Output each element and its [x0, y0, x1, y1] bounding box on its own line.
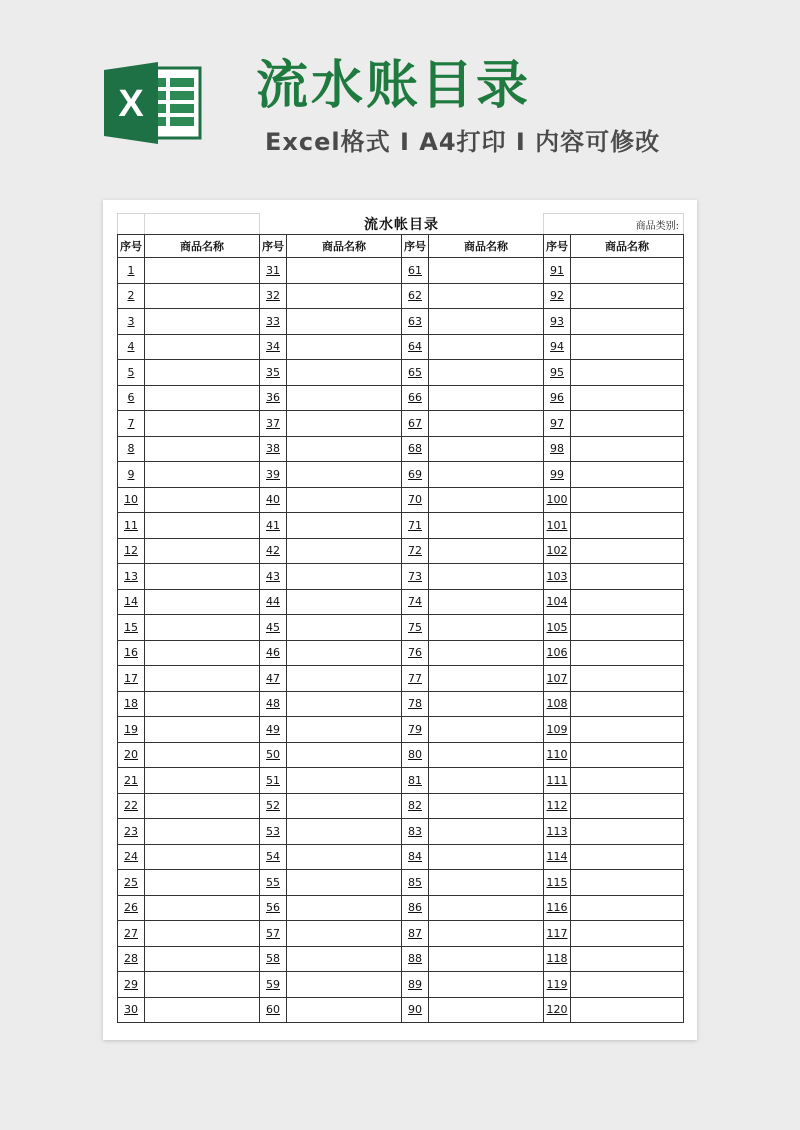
row-number-link[interactable]: 86 [402, 895, 429, 921]
row-number-link[interactable]: 52 [260, 793, 287, 819]
product-name-cell[interactable] [571, 283, 684, 309]
row-number-link[interactable]: 7 [118, 411, 145, 437]
product-name-cell[interactable] [287, 487, 402, 513]
product-name-cell[interactable] [571, 997, 684, 1023]
row-number-link[interactable]: 51 [260, 768, 287, 794]
product-name-cell[interactable] [287, 334, 402, 360]
page-header [0, 0, 800, 200]
row-number-link[interactable]: 17 [118, 666, 145, 692]
table-row [118, 844, 684, 870]
table-row [118, 589, 684, 615]
product-name-cell[interactable] [287, 258, 402, 284]
row-number-link[interactable]: 71 [402, 513, 429, 539]
row-number-link[interactable]: 13 [118, 564, 145, 590]
row-number-link[interactable]: 87 [402, 921, 429, 947]
product-name-cell[interactable] [287, 972, 402, 998]
product-name-cell[interactable] [287, 283, 402, 309]
product-name-cell[interactable] [287, 997, 402, 1023]
product-name-cell[interactable] [429, 589, 544, 615]
product-name-cell[interactable] [429, 640, 544, 666]
product-name-cell[interactable] [429, 360, 544, 386]
row-number-link[interactable]: 95 [544, 360, 571, 386]
row-number-link[interactable]: 55 [260, 870, 287, 896]
product-name-cell[interactable] [145, 283, 260, 309]
table-row [118, 768, 684, 794]
product-name-cell[interactable] [145, 309, 260, 335]
product-name-cell[interactable] [571, 385, 684, 411]
product-name-cell[interactable] [287, 615, 402, 641]
row-number-link[interactable]: 120 [544, 997, 571, 1023]
product-name-cell[interactable] [145, 997, 260, 1023]
row-number-link[interactable]: 81 [402, 768, 429, 794]
table-row [118, 538, 684, 564]
row-number-link[interactable]: 69 [402, 462, 429, 488]
product-name-cell[interactable] [429, 334, 544, 360]
row-number-link[interactable]: 16 [118, 640, 145, 666]
row-number-link[interactable]: 84 [402, 844, 429, 870]
page-title: 流水账目录 [256, 56, 532, 116]
product-name-cell[interactable] [287, 666, 402, 692]
product-name-cell[interactable] [429, 793, 544, 819]
row-number-link[interactable]: 85 [402, 870, 429, 896]
row-number-link[interactable]: 5 [118, 360, 145, 386]
product-name-cell[interactable] [571, 972, 684, 998]
row-number-link[interactable]: 2 [118, 283, 145, 309]
product-name-cell[interactable] [145, 513, 260, 539]
row-number-link[interactable]: 22 [118, 793, 145, 819]
row-number-link[interactable]: 49 [260, 717, 287, 743]
product-name-cell[interactable] [145, 360, 260, 386]
row-number-link[interactable]: 41 [260, 513, 287, 539]
row-number-link[interactable]: 108 [544, 691, 571, 717]
ledger-sheet [103, 200, 697, 1040]
product-name-cell[interactable] [571, 640, 684, 666]
product-name-cell[interactable] [145, 895, 260, 921]
row-number-link[interactable]: 97 [544, 411, 571, 437]
product-name-cell[interactable] [429, 717, 544, 743]
table-row [118, 385, 684, 411]
column-header-index: 序号 [260, 235, 287, 258]
row-number-link[interactable]: 18 [118, 691, 145, 717]
product-name-cell[interactable] [429, 870, 544, 896]
product-name-cell[interactable] [145, 589, 260, 615]
row-number-link[interactable]: 11 [118, 513, 145, 539]
row-number-link[interactable]: 31 [260, 258, 287, 284]
product-name-cell[interactable] [145, 691, 260, 717]
row-number-link[interactable]: 19 [118, 717, 145, 743]
row-number-link[interactable]: 117 [544, 921, 571, 947]
product-name-cell[interactable] [571, 615, 684, 641]
row-number-link[interactable]: 4 [118, 334, 145, 360]
row-number-link[interactable]: 24 [118, 844, 145, 870]
row-number-link[interactable]: 62 [402, 283, 429, 309]
table-row [118, 997, 684, 1023]
product-name-cell[interactable] [571, 487, 684, 513]
product-name-cell[interactable] [571, 436, 684, 462]
row-number-link[interactable]: 76 [402, 640, 429, 666]
column-header-index: 序号 [402, 235, 429, 258]
row-number-link[interactable]: 109 [544, 717, 571, 743]
product-name-cell[interactable] [287, 793, 402, 819]
row-number-link[interactable]: 77 [402, 666, 429, 692]
blank-cell [118, 214, 145, 235]
product-name-cell[interactable] [571, 870, 684, 896]
row-number-link[interactable]: 74 [402, 589, 429, 615]
product-name-cell[interactable] [287, 768, 402, 794]
table-row [118, 564, 684, 590]
excel-icon [104, 62, 204, 144]
row-number-link[interactable]: 9 [118, 462, 145, 488]
product-name-cell[interactable] [429, 972, 544, 998]
row-number-link[interactable]: 111 [544, 768, 571, 794]
row-number-link[interactable]: 92 [544, 283, 571, 309]
column-header-name: 商品名称 [287, 235, 402, 258]
product-name-cell[interactable] [287, 844, 402, 870]
product-name-cell[interactable] [145, 793, 260, 819]
row-number-link[interactable]: 43 [260, 564, 287, 590]
row-number-link[interactable]: 44 [260, 589, 287, 615]
blank-cell [145, 214, 260, 235]
product-name-cell[interactable] [571, 793, 684, 819]
row-number-link[interactable]: 45 [260, 615, 287, 641]
table-row [118, 793, 684, 819]
product-name-cell[interactable] [145, 921, 260, 947]
product-name-cell[interactable] [145, 258, 260, 284]
product-name-cell[interactable] [429, 768, 544, 794]
table-row [118, 258, 684, 284]
row-number-link[interactable]: 30 [118, 997, 145, 1023]
row-number-link[interactable]: 118 [544, 946, 571, 972]
product-name-cell[interactable] [429, 462, 544, 488]
product-name-cell[interactable] [429, 436, 544, 462]
row-number-link[interactable]: 47 [260, 666, 287, 692]
row-number-link[interactable]: 72 [402, 538, 429, 564]
row-number-link[interactable]: 96 [544, 385, 571, 411]
product-name-cell[interactable] [287, 411, 402, 437]
table-row [118, 946, 684, 972]
row-number-link[interactable]: 33 [260, 309, 287, 335]
table-row [118, 436, 684, 462]
product-name-cell[interactable] [429, 921, 544, 947]
row-number-link[interactable]: 70 [402, 487, 429, 513]
product-name-cell[interactable] [571, 742, 684, 768]
row-number-link[interactable]: 46 [260, 640, 287, 666]
product-name-cell[interactable] [429, 666, 544, 692]
product-name-cell[interactable] [145, 385, 260, 411]
row-number-link[interactable]: 75 [402, 615, 429, 641]
row-number-link[interactable]: 65 [402, 360, 429, 386]
table-row [118, 691, 684, 717]
row-number-link[interactable]: 60 [260, 997, 287, 1023]
row-number-link[interactable]: 28 [118, 946, 145, 972]
row-number-link[interactable]: 114 [544, 844, 571, 870]
column-header-index: 序号 [118, 235, 145, 258]
row-number-link[interactable]: 3 [118, 309, 145, 335]
row-number-link[interactable]: 29 [118, 972, 145, 998]
row-number-link[interactable]: 119 [544, 972, 571, 998]
row-number-link[interactable]: 57 [260, 921, 287, 947]
row-number-link[interactable]: 40 [260, 487, 287, 513]
row-number-link[interactable]: 61 [402, 258, 429, 284]
row-number-link[interactable]: 34 [260, 334, 287, 360]
row-number-link[interactable]: 42 [260, 538, 287, 564]
product-name-cell[interactable] [287, 742, 402, 768]
row-number-link[interactable]: 56 [260, 895, 287, 921]
product-name-cell[interactable] [429, 309, 544, 335]
row-number-link[interactable]: 73 [402, 564, 429, 590]
row-number-link[interactable]: 68 [402, 436, 429, 462]
table-row [118, 615, 684, 641]
product-name-cell[interactable] [287, 309, 402, 335]
product-name-cell[interactable] [287, 589, 402, 615]
product-name-cell[interactable] [145, 717, 260, 743]
row-number-link[interactable]: 105 [544, 615, 571, 641]
table-row [118, 921, 684, 947]
row-number-link[interactable]: 37 [260, 411, 287, 437]
table-row [118, 462, 684, 488]
row-number-link[interactable]: 110 [544, 742, 571, 768]
row-number-link[interactable]: 91 [544, 258, 571, 284]
product-name-cell[interactable] [429, 819, 544, 845]
product-name-cell[interactable] [571, 819, 684, 845]
product-name-cell[interactable] [571, 666, 684, 692]
row-number-link[interactable]: 48 [260, 691, 287, 717]
product-name-cell[interactable] [145, 538, 260, 564]
table-row [118, 717, 684, 743]
product-name-cell[interactable] [429, 844, 544, 870]
table-row [118, 513, 684, 539]
product-name-cell[interactable] [145, 972, 260, 998]
product-name-cell[interactable] [429, 538, 544, 564]
product-name-cell[interactable] [145, 666, 260, 692]
product-name-cell[interactable] [571, 360, 684, 386]
row-number-link[interactable]: 14 [118, 589, 145, 615]
row-number-link[interactable]: 113 [544, 819, 571, 845]
product-name-cell[interactable] [429, 615, 544, 641]
row-number-link[interactable]: 78 [402, 691, 429, 717]
product-name-cell[interactable] [287, 870, 402, 896]
row-number-link[interactable]: 58 [260, 946, 287, 972]
row-number-link[interactable]: 64 [402, 334, 429, 360]
product-name-cell[interactable] [287, 462, 402, 488]
product-name-cell[interactable] [571, 589, 684, 615]
table-row [118, 334, 684, 360]
product-name-cell[interactable] [429, 997, 544, 1023]
product-name-cell[interactable] [571, 691, 684, 717]
column-header-name: 商品名称 [145, 235, 260, 258]
row-number-link[interactable]: 102 [544, 538, 571, 564]
row-number-link[interactable]: 82 [402, 793, 429, 819]
row-number-link[interactable]: 53 [260, 819, 287, 845]
product-name-cell[interactable] [287, 513, 402, 539]
product-name-cell[interactable] [571, 564, 684, 590]
product-name-cell[interactable] [145, 564, 260, 590]
product-name-cell[interactable] [145, 436, 260, 462]
row-number-link[interactable]: 38 [260, 436, 287, 462]
row-number-link[interactable]: 90 [402, 997, 429, 1023]
product-name-cell[interactable] [287, 921, 402, 947]
column-header-name: 商品名称 [429, 235, 544, 258]
product-name-cell[interactable] [145, 819, 260, 845]
product-name-cell[interactable] [429, 895, 544, 921]
product-name-cell[interactable] [429, 258, 544, 284]
product-name-cell[interactable] [429, 487, 544, 513]
product-name-cell[interactable] [287, 385, 402, 411]
table-row [118, 360, 684, 386]
row-number-link[interactable]: 12 [118, 538, 145, 564]
product-name-cell[interactable] [571, 844, 684, 870]
column-header-row [118, 235, 684, 258]
table-row [118, 870, 684, 896]
product-name-cell[interactable] [287, 819, 402, 845]
column-header-index: 序号 [544, 235, 571, 258]
product-name-cell[interactable] [429, 946, 544, 972]
ledger-table [117, 213, 684, 1023]
product-name-cell[interactable] [145, 870, 260, 896]
row-number-link[interactable]: 79 [402, 717, 429, 743]
row-number-link[interactable]: 88 [402, 946, 429, 972]
row-number-link[interactable]: 35 [260, 360, 287, 386]
row-number-link[interactable]: 8 [118, 436, 145, 462]
row-number-link[interactable]: 99 [544, 462, 571, 488]
table-row [118, 819, 684, 845]
product-name-cell[interactable] [145, 946, 260, 972]
product-name-cell[interactable] [571, 309, 684, 335]
row-number-link[interactable]: 1 [118, 258, 145, 284]
row-number-link[interactable]: 26 [118, 895, 145, 921]
row-number-link[interactable]: 98 [544, 436, 571, 462]
product-name-cell[interactable] [287, 895, 402, 921]
row-number-link[interactable]: 23 [118, 819, 145, 845]
product-name-cell[interactable] [429, 283, 544, 309]
column-header-name: 商品名称 [571, 235, 684, 258]
row-number-link[interactable]: 20 [118, 742, 145, 768]
row-number-link[interactable]: 66 [402, 385, 429, 411]
row-number-link[interactable]: 59 [260, 972, 287, 998]
product-name-cell[interactable] [145, 487, 260, 513]
row-number-link[interactable]: 83 [402, 819, 429, 845]
product-name-cell[interactable] [145, 411, 260, 437]
product-name-cell[interactable] [429, 513, 544, 539]
product-name-cell[interactable] [571, 462, 684, 488]
row-number-link[interactable]: 27 [118, 921, 145, 947]
product-name-cell[interactable] [145, 768, 260, 794]
product-name-cell[interactable] [145, 462, 260, 488]
row-number-link[interactable]: 103 [544, 564, 571, 590]
product-name-cell[interactable] [145, 844, 260, 870]
product-name-cell[interactable] [287, 538, 402, 564]
row-number-link[interactable]: 15 [118, 615, 145, 641]
product-name-cell[interactable] [571, 538, 684, 564]
product-name-cell[interactable] [145, 334, 260, 360]
table-row [118, 411, 684, 437]
sheet-title-row [118, 214, 684, 235]
product-name-cell[interactable] [429, 411, 544, 437]
product-name-cell[interactable] [287, 691, 402, 717]
table-row [118, 972, 684, 998]
product-name-cell[interactable] [287, 640, 402, 666]
row-number-link[interactable]: 25 [118, 870, 145, 896]
row-number-link[interactable]: 39 [260, 462, 287, 488]
table-row [118, 640, 684, 666]
product-name-cell[interactable] [571, 717, 684, 743]
product-name-cell[interactable] [287, 717, 402, 743]
category-label[interactable]: 商品类别: [544, 214, 684, 235]
excel-icon-letter: X [118, 83, 144, 125]
product-name-cell[interactable] [145, 640, 260, 666]
product-name-cell[interactable] [429, 385, 544, 411]
row-number-link[interactable]: 67 [402, 411, 429, 437]
table-row [118, 895, 684, 921]
row-number-link[interactable]: 115 [544, 870, 571, 896]
product-name-cell[interactable] [287, 564, 402, 590]
row-number-link[interactable]: 21 [118, 768, 145, 794]
row-number-link[interactable]: 107 [544, 666, 571, 692]
product-name-cell[interactable] [571, 895, 684, 921]
product-name-cell[interactable] [287, 946, 402, 972]
row-number-link[interactable]: 101 [544, 513, 571, 539]
product-name-cell[interactable] [571, 921, 684, 947]
product-name-cell[interactable] [429, 742, 544, 768]
product-name-cell[interactable] [287, 436, 402, 462]
product-name-cell[interactable] [145, 615, 260, 641]
row-number-link[interactable]: 112 [544, 793, 571, 819]
sheet-title: 流水帐目录 [260, 214, 544, 235]
row-number-link[interactable]: 63 [402, 309, 429, 335]
row-number-link[interactable]: 93 [544, 309, 571, 335]
row-number-link[interactable]: 6 [118, 385, 145, 411]
row-number-link[interactable]: 106 [544, 640, 571, 666]
product-name-cell[interactable] [571, 768, 684, 794]
product-name-cell[interactable] [145, 742, 260, 768]
product-name-cell[interactable] [571, 411, 684, 437]
product-name-cell[interactable] [571, 513, 684, 539]
product-name-cell[interactable] [571, 946, 684, 972]
row-number-link[interactable]: 104 [544, 589, 571, 615]
table-row [118, 666, 684, 692]
row-number-link[interactable]: 89 [402, 972, 429, 998]
row-number-link[interactable]: 80 [402, 742, 429, 768]
table-row [118, 742, 684, 768]
row-number-link[interactable]: 54 [260, 844, 287, 870]
row-number-link[interactable]: 94 [544, 334, 571, 360]
page-subtitle: Excel格式 I A4打印 I 内容可修改 [265, 128, 661, 156]
product-name-cell[interactable] [429, 564, 544, 590]
table-row [118, 309, 684, 335]
table-row [118, 487, 684, 513]
row-number-link[interactable]: 10 [118, 487, 145, 513]
row-number-link[interactable]: 50 [260, 742, 287, 768]
product-name-cell[interactable] [429, 691, 544, 717]
row-number-link[interactable]: 100 [544, 487, 571, 513]
row-number-link[interactable]: 32 [260, 283, 287, 309]
product-name-cell[interactable] [571, 258, 684, 284]
table-row [118, 283, 684, 309]
row-number-link[interactable]: 116 [544, 895, 571, 921]
product-name-cell[interactable] [571, 334, 684, 360]
row-number-link[interactable]: 36 [260, 385, 287, 411]
product-name-cell[interactable] [287, 360, 402, 386]
